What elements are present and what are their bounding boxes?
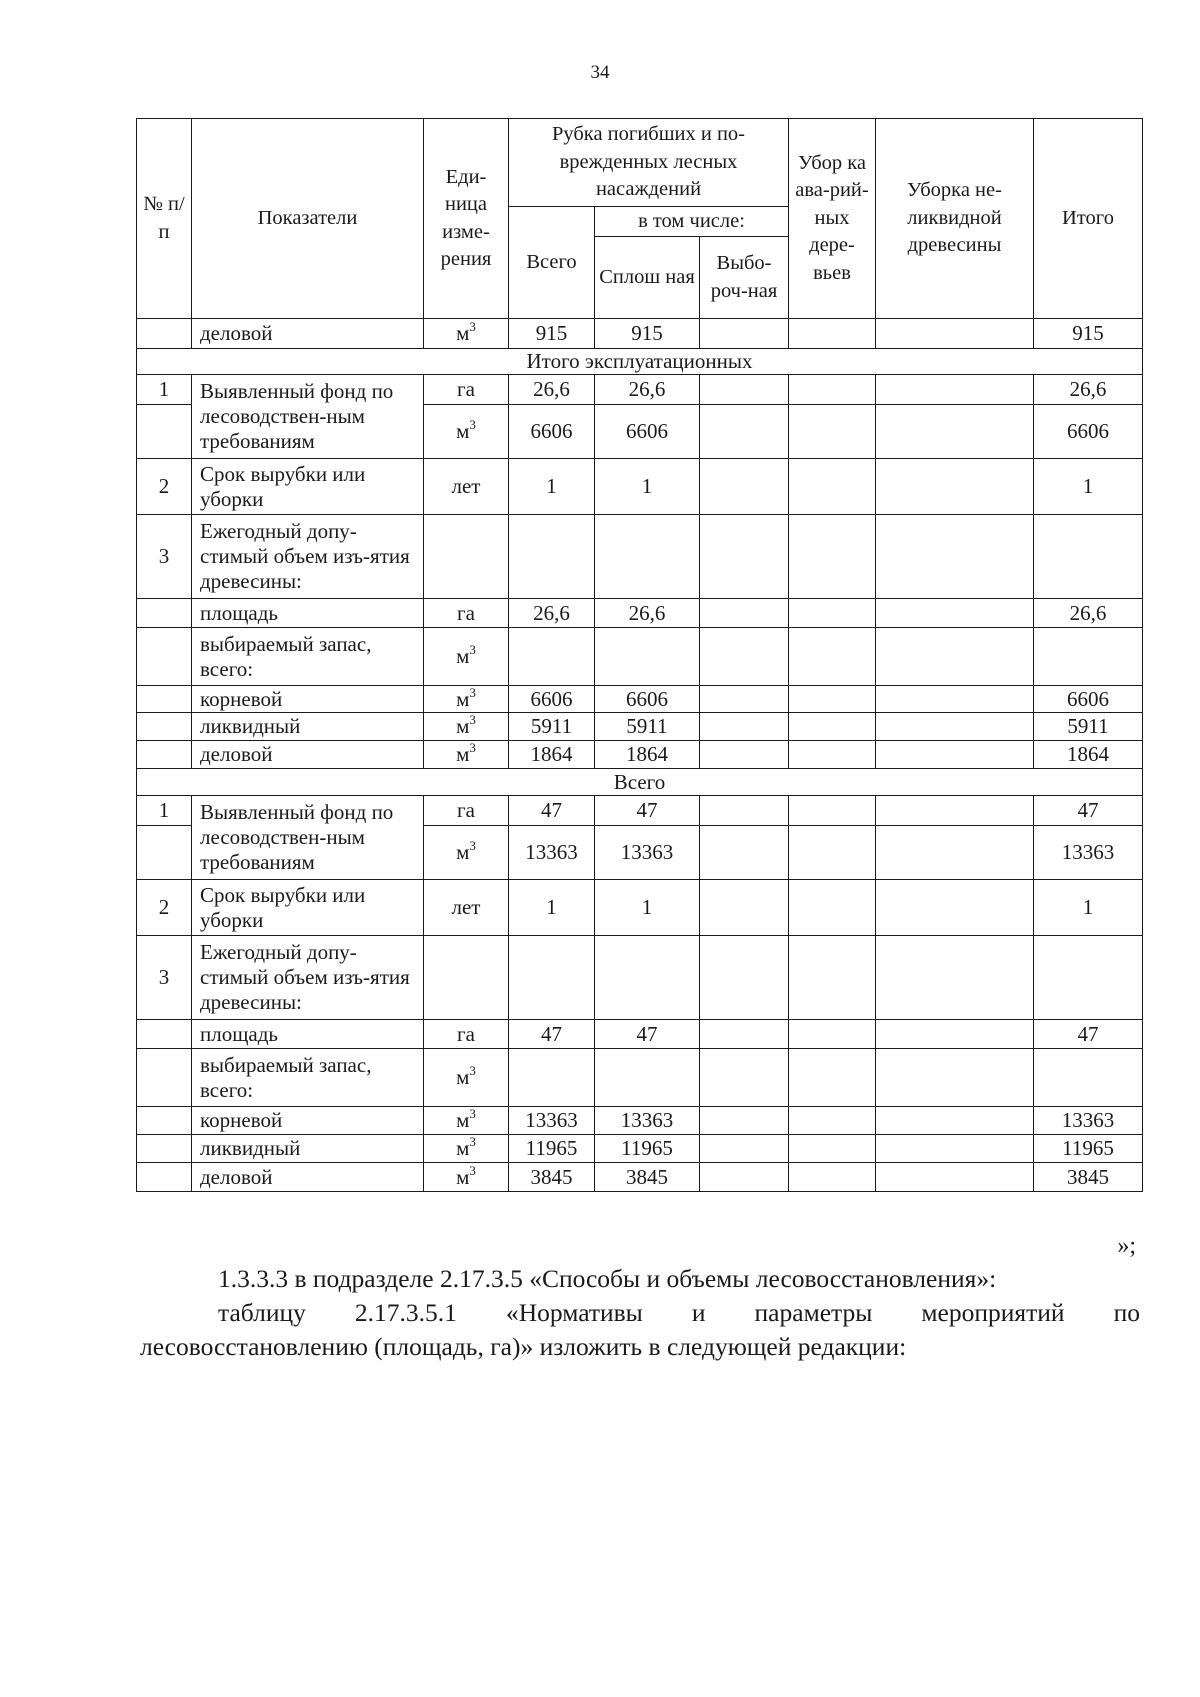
value-cell: 1864 — [595, 741, 700, 769]
unit-cell: $м^3$ — [424, 405, 509, 459]
indicator-cell: Срок вырубки или уборки — [192, 459, 424, 515]
indicator-cell: корневой — [192, 1107, 424, 1135]
value-cell: 47 — [509, 1020, 595, 1049]
value-cell: 26,6 — [1034, 375, 1143, 405]
header-total-sub: Всего — [509, 207, 595, 319]
header-illiquid-wood: Уборка не-ликвидной древесины — [876, 119, 1034, 319]
table-row — [137, 319, 1143, 349]
value-cell: 3845 — [509, 1163, 595, 1192]
value-cell: 6606 — [509, 686, 595, 713]
unit-cell: $м^3$ — [424, 1049, 509, 1107]
paragraph-subsection: 1.3.3.3 в подразделе 2.17.3.5 «Способы и объемы лесовосстановления»: — [218, 1264, 997, 1293]
indicator-cell: выбираемый запас, всего: — [192, 1049, 424, 1107]
value-cell: 26,6 — [595, 599, 700, 628]
value-cell: 6606 — [1034, 405, 1143, 459]
value-cell: 13363 — [1034, 1107, 1143, 1135]
indicator-cell: Выявленный фонд по лесоводствен-ным требованиям — [192, 796, 424, 880]
value-cell: 3845 — [1034, 1163, 1143, 1192]
table-row — [137, 1107, 1143, 1135]
indicator-cell: Ежегодный допу-стимый объем изъ-ятия древесины: — [192, 515, 424, 599]
value-cell: 47 — [1034, 1020, 1143, 1049]
value-cell: 11965 — [1034, 1135, 1143, 1163]
indicator-cell: ликвидный — [192, 1135, 424, 1163]
value-cell: 26,6 — [509, 375, 595, 405]
unit-cell: га — [424, 599, 509, 628]
table-row — [137, 796, 1143, 826]
unit-cell: лет — [424, 459, 509, 515]
unit-cell: га — [424, 1020, 509, 1049]
row-number: 1 — [137, 796, 192, 826]
section-title: Итого эксплуатационных — [137, 349, 1143, 375]
indicator-cell: выбираемый запас, всего: — [192, 628, 424, 686]
table-row — [137, 1020, 1143, 1049]
unit-cell: $м^3$ — [424, 741, 509, 769]
section-header-row — [137, 769, 1143, 796]
page-number: 34 — [590, 62, 610, 83]
indicator-cell: площадь — [192, 599, 424, 628]
indicator-cell: деловой — [192, 741, 424, 769]
value-cell: 6606 — [595, 405, 700, 459]
value-cell: 5911 — [1034, 713, 1143, 741]
table-row — [137, 1049, 1143, 1107]
value-cell: 13363 — [509, 1107, 595, 1135]
value-cell: 47 — [595, 1020, 700, 1049]
header-indicators: Показатели — [192, 119, 424, 319]
row-number: 2 — [137, 459, 192, 515]
unit-cell: га — [424, 375, 509, 405]
unit-cell: га — [424, 796, 509, 826]
table-row — [137, 713, 1143, 741]
value-cell: 1 — [509, 459, 595, 515]
indicator-cell: Срок вырубки или уборки — [192, 880, 424, 936]
header-itogo: Итого — [1034, 119, 1143, 319]
section-title: Всего — [137, 769, 1143, 796]
value-cell: 47 — [1034, 796, 1143, 826]
value-cell: 11965 — [509, 1135, 595, 1163]
value-cell: 6606 — [595, 686, 700, 713]
indicator-cell: ликвидный — [192, 713, 424, 741]
table-row — [137, 515, 1143, 599]
unit-cell: $м^3$ — [424, 686, 509, 713]
value-cell: 1864 — [1034, 741, 1143, 769]
value-cell: 13363 — [595, 826, 700, 880]
indicator-cell: деловой — [192, 319, 424, 349]
unit-cell: $м^3$ — [424, 713, 509, 741]
row-number: 1 — [137, 375, 192, 405]
value-cell: 26,6 — [595, 375, 700, 405]
row-number: 2 — [137, 880, 192, 936]
value-cell: 915 — [595, 319, 700, 349]
header-emergency-trees: Убор ка ава-рий-ных дере-вьев — [789, 119, 876, 319]
value-cell: 13363 — [1034, 826, 1143, 880]
table-row — [137, 599, 1143, 628]
table-row — [137, 1135, 1143, 1163]
header-felling-group: Рубка погибших и по-врежденных лесных насаждений — [509, 119, 789, 207]
value-cell: 3845 — [595, 1163, 700, 1192]
value-cell: 47 — [509, 796, 595, 826]
indicator-cell: Выявленный фонд по лесоводствен-ным требованиям — [192, 375, 424, 459]
value-cell: 6606 — [509, 405, 595, 459]
value-cell: 1 — [509, 880, 595, 936]
table-row — [137, 880, 1143, 936]
value-cell: 5911 — [595, 713, 700, 741]
header-num: № п/п — [137, 119, 192, 319]
indicator-cell: площадь — [192, 1020, 424, 1049]
value-cell: 47 — [595, 796, 700, 826]
unit-cell: $м^3$ — [424, 1135, 509, 1163]
value-cell: 26,6 — [509, 599, 595, 628]
value-cell: 1 — [595, 459, 700, 515]
table-row — [137, 628, 1143, 686]
unit-cell: $м^3$ — [424, 826, 509, 880]
indicator-cell: Ежегодный допу-стимый объем изъ-ятия древесины: — [192, 936, 424, 1020]
felling-volumes-table — [136, 118, 1143, 1192]
value-cell: 13363 — [595, 1107, 700, 1135]
value-cell: 13363 — [509, 826, 595, 880]
value-cell: 915 — [509, 319, 595, 349]
value-cell: 26,6 — [1034, 599, 1143, 628]
unit-cell: $м^3$ — [424, 1107, 509, 1135]
header-unit: Еди-ница изме-рения — [424, 119, 509, 319]
paragraph-table-ref: таблицу 2.17.3.5.1 «Нормативы и параметры мероприятий по — [218, 1298, 1140, 1327]
value-cell: 1 — [595, 880, 700, 936]
value-cell: 5911 — [509, 713, 595, 741]
table-row — [137, 741, 1143, 769]
value-cell: 11965 — [595, 1135, 700, 1163]
value-cell: 1 — [1034, 880, 1143, 936]
header-including: в том числе: — [595, 207, 789, 237]
value-cell: 1 — [1034, 459, 1143, 515]
header-selective: Выбо-роч-ная — [700, 237, 789, 319]
header-clear: Сплош ная — [595, 237, 700, 319]
paragraph-table-ref-cont: лесовосстановлению (площадь, га)» изложить в следующей редакции: — [140, 1332, 907, 1361]
row-number: 3 — [137, 936, 192, 1020]
value-cell: 915 — [1034, 319, 1143, 349]
indicator-cell: корневой — [192, 686, 424, 713]
indicator-cell: деловой — [192, 1163, 424, 1192]
value-cell: 1864 — [509, 741, 595, 769]
section-header-row — [137, 349, 1143, 375]
table-row — [137, 375, 1143, 405]
table-row — [137, 1163, 1143, 1192]
table-row — [137, 459, 1143, 515]
unit-cell: $м^3$ — [424, 1163, 509, 1192]
table-row — [137, 686, 1143, 713]
unit-cell: лет — [424, 880, 509, 936]
unit-cell: $м^3$ — [424, 628, 509, 686]
value-cell: 6606 — [1034, 686, 1143, 713]
closing-quote: »; — [1117, 1233, 1136, 1259]
row-number: 3 — [137, 515, 192, 599]
table-row — [137, 936, 1143, 1020]
unit-cell: $м^3$ — [424, 319, 509, 349]
